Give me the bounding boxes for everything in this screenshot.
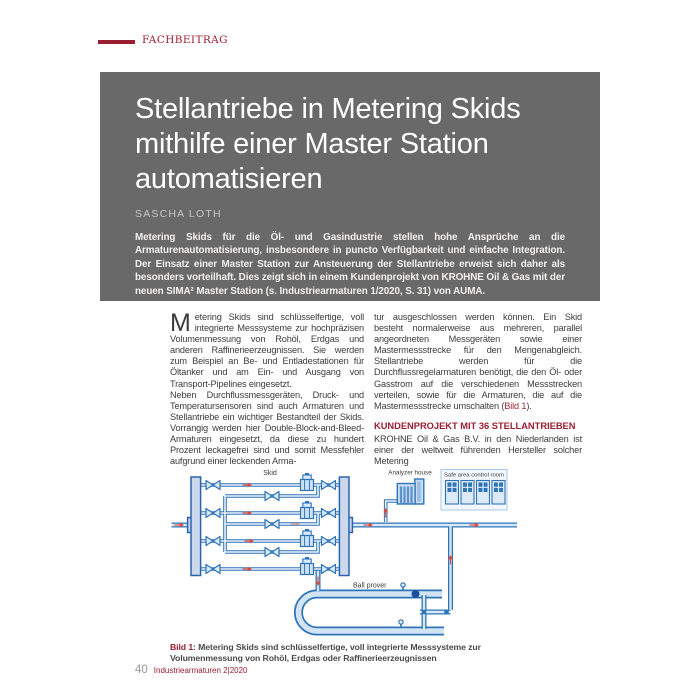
- valve-icon: [265, 492, 279, 501]
- paragraph-text: ).: [526, 400, 532, 411]
- body-paragraph: [374, 434, 582, 467]
- analyzer-house-icon: [397, 479, 424, 504]
- page-footer: [135, 664, 248, 676]
- flow-meter-icon: [301, 529, 314, 547]
- valve-icon: [322, 481, 336, 490]
- caption-text: Metering Skids sind schlüsselfertige, voll integrierte Messsysteme zur Volumenmessung von Rohöl, Erdgas oder Raffinerieerzeugnissen: [170, 642, 481, 663]
- body-paragraph: [170, 390, 364, 468]
- paragraph-text: tur ausgeschlossen werden können. Ein Skid besteht normalerweise aus mehreren, parallel angeordneten Messgeräten sowie einer Mastermessstrecke für den Mengenabgleich. Stellantriebe werden für die Durchflussregelarmaturen benötigt, die den Öl- oder Gasstrom auf die verschiedenen Messstrecken verteilen, sowie für die Armaturen, die auf die Mastermessstrecke umschalten (: [374, 312, 582, 411]
- paragraph-text: KROHNE Oil & Gas B.V. in den Niederlanden ist einer der weltweit führenden Hersteller solcher Metering: [374, 433, 582, 467]
- figure-1-diagram: [166, 464, 534, 644]
- body-paragraph: [170, 309, 364, 390]
- control-cabinet-icon: [492, 481, 505, 505]
- skid-manifold-right: [339, 477, 349, 576]
- control-cabinet-icon: [477, 481, 490, 505]
- valve-icon: [206, 481, 220, 490]
- page-number: 40: [135, 664, 148, 676]
- body-columns: [170, 309, 582, 467]
- kicker-label: FACHBEITRAG: [142, 34, 228, 46]
- column-left: [170, 309, 364, 467]
- valve-icon: [206, 565, 220, 574]
- valve-icon: [322, 509, 336, 518]
- column-right: [374, 312, 582, 467]
- prover-ball-icon: [412, 590, 420, 598]
- control-cabinet-icon: [446, 481, 459, 505]
- author-name: SASCHA LOTH: [135, 208, 222, 220]
- prover-junction: [444, 610, 448, 614]
- skid-manifold-left: [191, 477, 201, 576]
- detector-switch-icon: [399, 620, 403, 627]
- journal-name: Industriearmaturen 2|2020: [153, 666, 248, 675]
- valve-icon: [322, 537, 336, 546]
- prover-junction: [422, 610, 426, 614]
- valve-icon: [206, 509, 220, 518]
- drop-cap: M: [170, 309, 191, 337]
- flow-meter-icon: [301, 557, 314, 575]
- caption-label: Bild 1:: [170, 642, 196, 652]
- flow-meter-icon: [301, 473, 314, 491]
- figure-caption: [170, 642, 550, 663]
- valve-icon: [265, 548, 279, 557]
- paragraph-text: Neben Durchflussmessgeräten, Druck- und Temperatursensoren sind auch Armaturen und Stellantriebe ein wichtiger Bestandteil der Skids. Vorrangig werden hier Double-Block-and-Bleed-Armaturen eingesetzt, da diese zu hundert Prozent leckagefrei sind und somit Messfehler aufgrund einer leckenden Arma-: [170, 389, 364, 467]
- section-heading: KUNDENPROJEKT MIT 36 STELLANTRIEBEN: [374, 420, 576, 431]
- control-cabinet-icon: [461, 481, 474, 505]
- kicker-bar: [98, 40, 135, 44]
- flow-meter-icon: [301, 501, 314, 519]
- ball-prover-loop: [299, 583, 451, 631]
- valve-icon: [322, 565, 336, 574]
- title-box: [100, 72, 600, 301]
- safe-area-label: Safe area control room: [444, 472, 504, 479]
- intro-paragraph: Metering Skids für die Öl- und Gasindustrie stellen hohe Ansprüche an die Armaturenautomatisierung, insbesondere in puncto Verfügbarkeit und einfache Integration. Der Einsatz einer Master Station zur Ansteuerung der Stellantriebe erweist sich daher als besonders vorteilhaft. Dies zeigt sich in einem Kundenprojekt von KROHNE Oil & Gas mit der neuen SIMA² Master Station (s. Industriearmaturen 1/2020, S. 31) von AUMA.: [135, 232, 565, 297]
- paragraph-text: etering Skids sind schlüsselfertige, voll integrierte Messsysteme zur hochpräzisen Volumenmessung von Rohöl, Erdgas und anderen Raffinerieerzeugnissen. Sie werden zum Beispiel an Be- und Entladestationen für Öltanker und am Ein- und Ausgang von Transport-Pipelines eingesetzt.: [170, 312, 364, 389]
- ball-prover-label: Ball prover: [353, 582, 387, 590]
- figure-reference: Bild 1: [504, 400, 527, 411]
- analyzer-house-label: Analyzer house: [388, 469, 432, 477]
- page-title: Stellantriebe in Metering Skids mithilfe einer Master Station automatisieren: [135, 93, 521, 195]
- valve-icon: [265, 520, 279, 529]
- valve-icon: [206, 537, 220, 546]
- detector-switch-icon: [401, 583, 405, 590]
- body-paragraph: [374, 312, 582, 412]
- skid-label: Skid: [263, 470, 277, 477]
